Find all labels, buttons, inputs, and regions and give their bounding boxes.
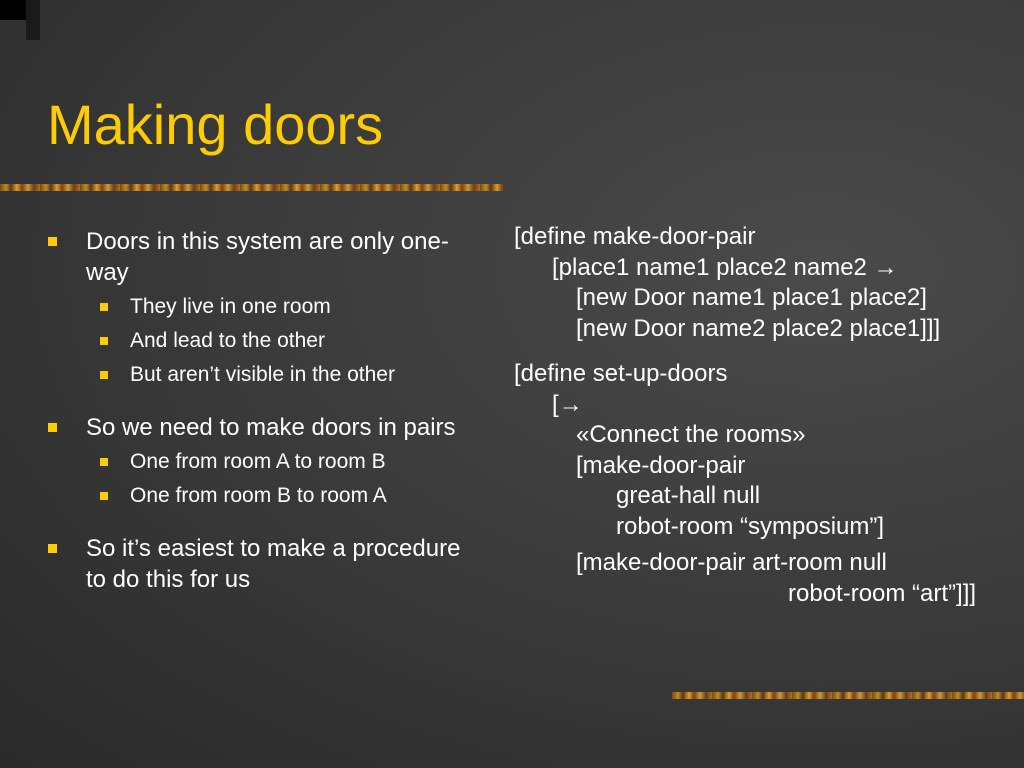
title-divider-stripe — [0, 184, 503, 191]
bullet-text: So we need to make doors in pairs — [86, 414, 456, 441]
sub-bullet-item — [48, 446, 468, 477]
code-line: [define make-door-pair — [514, 223, 756, 250]
square-bullet-icon — [100, 371, 108, 379]
code-line: [make-door-pair — [576, 451, 746, 479]
bullet-list — [48, 226, 468, 607]
code-line: «Connect the rooms» — [576, 421, 806, 448]
square-bullet-icon — [48, 544, 57, 553]
code-line: [new Door name2 place2 place1]]] — [576, 314, 941, 342]
sub-bullet-item — [48, 325, 468, 356]
footer-divider-stripe — [672, 692, 1024, 699]
bullet-group — [48, 412, 468, 511]
code-line: [place1 name1 place2 name2 → — [552, 253, 898, 281]
code-line: [define set-up-doors — [514, 360, 728, 387]
sub-bullet-item — [48, 291, 468, 322]
code-line: [→ — [552, 390, 583, 418]
code-line: robot-room “symposium”] — [616, 512, 885, 540]
sub-bullet-text: One from room B to room A — [130, 484, 387, 507]
bullet-item — [48, 226, 468, 288]
bullet-item — [48, 533, 468, 595]
code-line: [make-door-pair art-room null — [576, 549, 887, 576]
corner-decoration — [0, 0, 26, 20]
square-bullet-icon — [48, 423, 57, 432]
sub-bullet-item — [48, 359, 468, 390]
sub-bullet-item — [48, 480, 468, 511]
square-bullet-icon — [100, 303, 108, 311]
code-line: great-hall null — [616, 482, 761, 509]
sub-bullet-text: And lead to the other — [130, 329, 325, 352]
square-bullet-icon — [48, 237, 57, 246]
corner-decoration-shade — [26, 0, 40, 40]
code-listing — [514, 222, 976, 609]
slide-title: Making doors — [47, 93, 384, 156]
code-line: robot-room “art”]]] — [788, 579, 977, 607]
square-bullet-icon — [100, 458, 108, 466]
square-bullet-icon — [100, 337, 108, 345]
sub-bullet-text: They live in one room — [130, 295, 331, 318]
bullet-group — [48, 533, 468, 595]
sub-bullet-text: One from room A to room B — [130, 450, 386, 473]
sub-bullet-text: But aren’t visible in the other — [130, 363, 395, 386]
bullet-group — [48, 226, 468, 390]
code-line: [new Door name1 place1 place2] — [576, 284, 927, 311]
bullet-item — [48, 412, 468, 443]
square-bullet-icon — [100, 492, 108, 500]
bullet-text: Doors in this system are only one-way — [86, 228, 449, 286]
bullet-text: So it’s easiest to make a procedure to do this for us — [86, 535, 461, 593]
